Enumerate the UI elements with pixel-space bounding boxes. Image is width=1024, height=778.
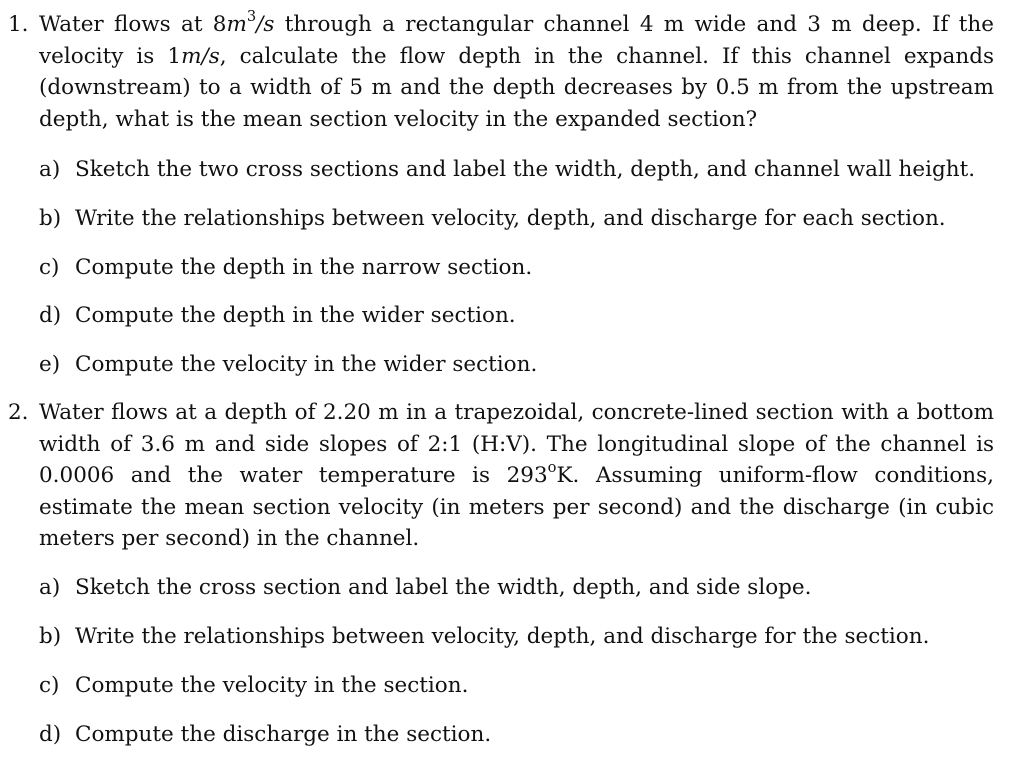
problem-2-statement	[8, 397, 1024, 555]
part-text: Write the relationships between velocity, depth, and discharge for each section.	[75, 206, 946, 231]
part-text: Sketch the cross section and label the width, depth, and side slope.	[75, 575, 812, 600]
part-letter: b)	[39, 206, 62, 231]
problem-2-number: 2.	[8, 400, 29, 425]
problem-2-part-a	[39, 572, 811, 604]
problem-2-part-b	[39, 621, 929, 653]
part-text: Compute the depth in the wider section.	[75, 303, 516, 328]
part-letter: a)	[39, 575, 61, 600]
part-letter: a)	[39, 157, 61, 182]
problem-1-number: 1.	[8, 12, 29, 37]
part-text: Compute the velocity in the section.	[75, 673, 469, 698]
part-text: Write the relationships between velocity, depth, and discharge for the section.	[75, 624, 930, 649]
part-text: Compute the velocity in the wider section.	[75, 352, 538, 377]
part-letter: d)	[39, 722, 62, 747]
problem-1-text: Water flows at $8m^3/s$ through a rectangular channel 4 m wide and 3 m deep. If the velocity is 1m/s, calculate the flow depth in the channel. If this channel expands (downstream) to a width of 5 m and the depth decreases by 0.5 m from the upstream depth, what is the mean section velocity in the expanded section?	[39, 8, 994, 132]
part-letter: b)	[39, 624, 62, 649]
problem-2-part-c	[39, 670, 468, 702]
part-text: Compute the discharge in the section.	[75, 722, 492, 747]
part-letter: c)	[39, 255, 60, 280]
problem-1-part-a	[39, 154, 975, 186]
problem-1-part-b	[39, 203, 946, 235]
part-text: Sketch the two cross sections and label the width, depth, and channel wall height.	[75, 157, 976, 182]
part-letter: e)	[39, 352, 61, 377]
part-text: Compute the depth in the narrow section.	[75, 255, 533, 280]
problem-2-text: Water flows at a depth of 2.20 m in a trapezoidal, concrete-lined section with a bottom width of 3.6 m and side slopes of 2:1 (H:V). The longitudinal slope of the channel is 0.0006 and the water temperature is 293$^o$K. Assuming uniform-flow conditions, estimate the mean section velocity (in meters per second) and the discharge (in cubic meters per second) in the channel.	[39, 400, 994, 551]
problem-2-part-d	[39, 719, 491, 751]
problem-1-part-d	[39, 300, 516, 332]
problem-1-part-e	[39, 349, 537, 381]
problem-1-part-c	[39, 252, 532, 284]
part-letter: c)	[39, 673, 60, 698]
problem-1-statement	[8, 9, 1024, 135]
part-letter: d)	[39, 303, 62, 328]
